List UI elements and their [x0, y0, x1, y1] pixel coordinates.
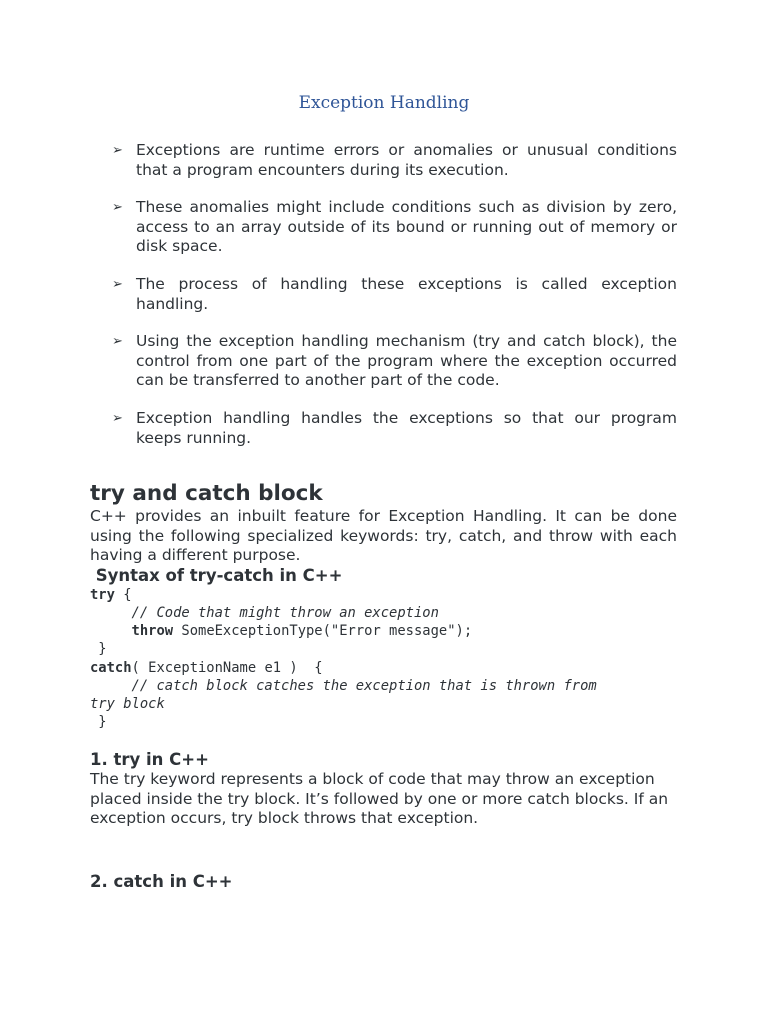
arrow-bullet-icon: ➢ — [112, 334, 123, 350]
code-keyword: try — [90, 586, 115, 603]
code-line: } — [90, 641, 107, 658]
bullet-item — [112, 198, 677, 257]
code-comment: // Code that might throw an exception — [90, 604, 439, 621]
bullet-text: Exception handling handles the exceptions so that our program keeps running. — [136, 408, 677, 447]
code-text: SomeExceptionType("Error message"); — [173, 623, 473, 640]
try-catch-section — [90, 481, 677, 731]
bullet-list — [112, 141, 677, 466]
bullet-text: Using the exception handling mechanism (try and catch block), the control from one part of the program where the exception occurred can be transferred to another part of the code. — [136, 332, 677, 390]
bullet-text: These anomalies might include conditions such as division by zero, access to an array outside of its bound or running out of memory or disk space. — [136, 198, 677, 256]
try-body: The try keyword represents a block of code that may throw an exception placed inside the try block. It’s followed by one or more catch blocks. If an exception occurs, try block throws that exception. — [90, 770, 669, 828]
code-line — [90, 659, 677, 677]
code-text: { — [114, 586, 132, 603]
bullet-text: Exceptions are runtime errors or anomalies or unusual conditions that a program encounters during its execution. — [136, 141, 677, 179]
try-section — [90, 750, 677, 829]
arrow-bullet-icon: ➢ — [112, 200, 123, 216]
code-block — [90, 586, 677, 732]
code-line — [90, 586, 677, 604]
code-keyword: catch — [90, 659, 132, 676]
code-line — [90, 622, 677, 640]
code-line: } — [90, 714, 107, 731]
try-heading: 1. try in C++ — [90, 750, 209, 769]
code-comment: try block — [90, 696, 165, 712]
try-catch-intro: C++ provides an inbuilt feature for Exception Handling. It can be done using the following specialized keywords: try, catch, and throw with each having a different purpose. — [90, 507, 677, 565]
try-catch-heading: try and catch block — [90, 481, 323, 506]
bullet-item — [112, 332, 677, 391]
document-title: Exception Handling — [298, 93, 470, 113]
bullet-item — [112, 141, 677, 180]
code-indent — [90, 623, 132, 639]
bullet-item — [112, 275, 677, 314]
syntax-heading: Syntax of try-catch in C++ — [90, 565, 343, 585]
bullet-item — [112, 409, 677, 448]
catch-heading: 2. catch in C++ — [90, 872, 233, 891]
catch-section — [90, 872, 677, 892]
code-comment: // catch block catches the exception that is thrown from — [90, 677, 597, 694]
arrow-bullet-icon: ➢ — [112, 410, 123, 426]
code-text: ( ExceptionName e1 ) { — [131, 659, 323, 676]
arrow-bullet-icon: ➢ — [112, 143, 123, 158]
bullet-text: The process of handling these exceptions is called exception handling. — [136, 274, 677, 313]
arrow-bullet-icon: ➢ — [112, 276, 123, 292]
code-keyword: throw — [131, 623, 174, 640]
